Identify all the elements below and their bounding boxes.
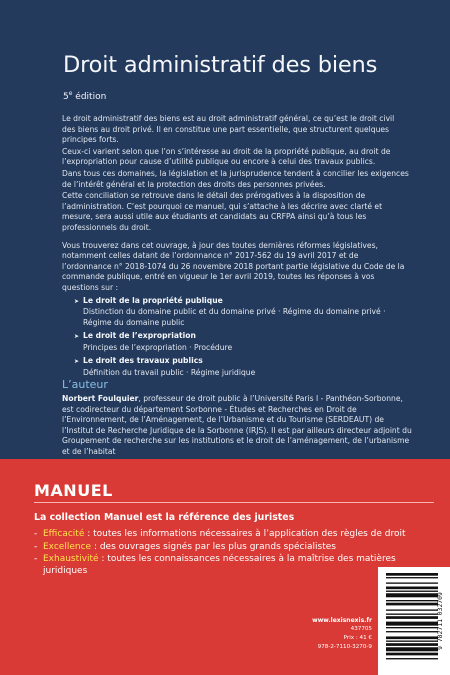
barcode-digits: 9 782711 032709 — [436, 592, 444, 650]
topic-subline: Distinction du domaine public et du domaine privé · Régime du domaine privé · — [83, 307, 386, 317]
topic-item — [74, 296, 410, 329]
feature-item: - Exhaustivité : toutes les connaissances nécessaires à la maîtrise des matières juridiques — [34, 554, 396, 576]
barcode-bar — [386, 573, 438, 576]
barcode-bar — [386, 631, 438, 632]
isbn-label: 978-2-7110-3270-9 — [317, 644, 372, 650]
barcode-icon — [378, 567, 450, 675]
arrow-right-icon: ➤ — [74, 333, 80, 341]
product-code: 437705 — [350, 626, 372, 632]
topic-subline: Définition du travail public · Régime juridique — [83, 368, 256, 378]
series-features — [34, 529, 414, 578]
topic-heading: Le droit de l’expropriation — [83, 331, 196, 341]
topic-subline: Principes de l’expropriation · Procédure — [83, 342, 233, 352]
series-band — [0, 459, 450, 675]
barcode-bar — [386, 593, 438, 597]
series-tagline: La collection Manuel est la référence des juristes — [34, 512, 295, 523]
barcode-bar — [386, 577, 438, 578]
feature-key: Excellence — [43, 541, 92, 552]
barcode-bar — [386, 591, 438, 592]
barcode-bar — [386, 603, 438, 606]
barcode-bar — [386, 658, 438, 659]
publisher-website: www.lexisnexis.fr — [312, 617, 372, 624]
topic-item — [74, 356, 410, 378]
price-label: Prix : 41 € — [343, 635, 372, 641]
barcode-bar — [386, 636, 438, 639]
author-name: Norbert Foulquier — [62, 394, 139, 403]
edition-label: 5e édition — [63, 90, 107, 102]
barcode-bar — [386, 616, 438, 619]
publisher-info — [298, 616, 372, 652]
book-title: Droit administratif des biens — [63, 52, 378, 78]
series-name: MANUEL — [34, 481, 113, 500]
intro-paragraph: Cette conciliation se retrouve dans le détail des prérogatives à la disposition de l’administration. C’est pourquoi ce manuel, qui s’attache à les décrire avec clarté et mesure, sera aussi utile aux étudiants et candidats au CRFPA ainsi qu’à tous les professionnels du droit. — [62, 191, 383, 232]
barcode-bar — [386, 641, 438, 642]
barcode-bar — [386, 622, 438, 626]
feature-item: - Excellence : des ouvrages signés par les plus grands spécialistes — [34, 541, 336, 552]
barcode-bar — [386, 587, 438, 590]
intro-paragraph: Dans tous ces domaines, la législation et la jurisprudence tendent à concilier les exigences de l’intérêt général et la protection des droits des personnes privées. — [62, 168, 409, 189]
barcode-bar — [386, 600, 438, 601]
barcode-bar — [386, 582, 438, 583]
barcode-bar — [386, 647, 438, 651]
divider — [34, 502, 434, 503]
author-heading: L’auteur — [62, 378, 108, 391]
barcode-bar — [386, 627, 438, 628]
feature-item: - Efficacité : toutes les informations nécessaires à l’application des règles de droit — [34, 529, 406, 539]
barcode-bar — [386, 643, 438, 646]
feature-key: Efficacité — [43, 529, 85, 539]
barcode — [378, 567, 450, 675]
feature-key: Exhaustivité — [43, 554, 99, 564]
intro-paragraph: Ceux-ci varient selon que l’on s’intéresse au droit de la propriété publique, au droit de l’expropriation pour cause d’utilité publique ou encore à celui des travaux publics. — [62, 146, 391, 167]
topic-subline: Régime du domaine public — [83, 317, 185, 327]
arrow-right-icon: ➤ — [74, 297, 80, 305]
intro-paragraph: Vous trouverez dans cet ouvrage, à jour des toutes dernières réformes législatives, notamment celles datant de l’ordonnance n° 2017-562 du 19 avril 2017 et de l’ordonnance n° 2018-1074 du 26 novembre 2018 portant partie législative du Code de la commande publique, entré en vigueur le 1er avril 2019, toutes les réponses à vos questions sur : — [62, 240, 405, 292]
topics-list — [74, 296, 410, 379]
barcode-bar — [386, 609, 438, 610]
author-bio: Norbert Foulquier, professeur de droit public à l’Université Paris I - Panthéon-Sorbonne, est codirecteur du département Sorbonne - Études et Recherches en Droit de l’Environnement, de l’Aménagement, de l’Urbanisme et du Tourisme (SERDEAUT) de l’Institut de Recherche Juridique de la Sorbonne (IRJS). Il est par ailleurs directeur adjoint du Groupement de recherche sur les institutions et le droit de l’aménagement, de l’urbanisme et de l’habitat — [62, 394, 412, 456]
intro-paragraph: Le droit administratif des biens est au droit administratif général, ce qu’est le droit civil des biens au droit privé. Il en constitue une part essentielle, que structurent quelques principes forts. — [62, 114, 395, 145]
topic-item — [74, 331, 410, 353]
arrow-right-icon: ➤ — [74, 358, 80, 366]
topic-heading: Le droit de la propriété publique — [83, 295, 223, 305]
barcode-bar — [386, 653, 438, 656]
topic-heading: Le droit des travaux publics — [83, 356, 203, 366]
book-description — [62, 114, 410, 382]
barcode-bar — [386, 614, 438, 615]
